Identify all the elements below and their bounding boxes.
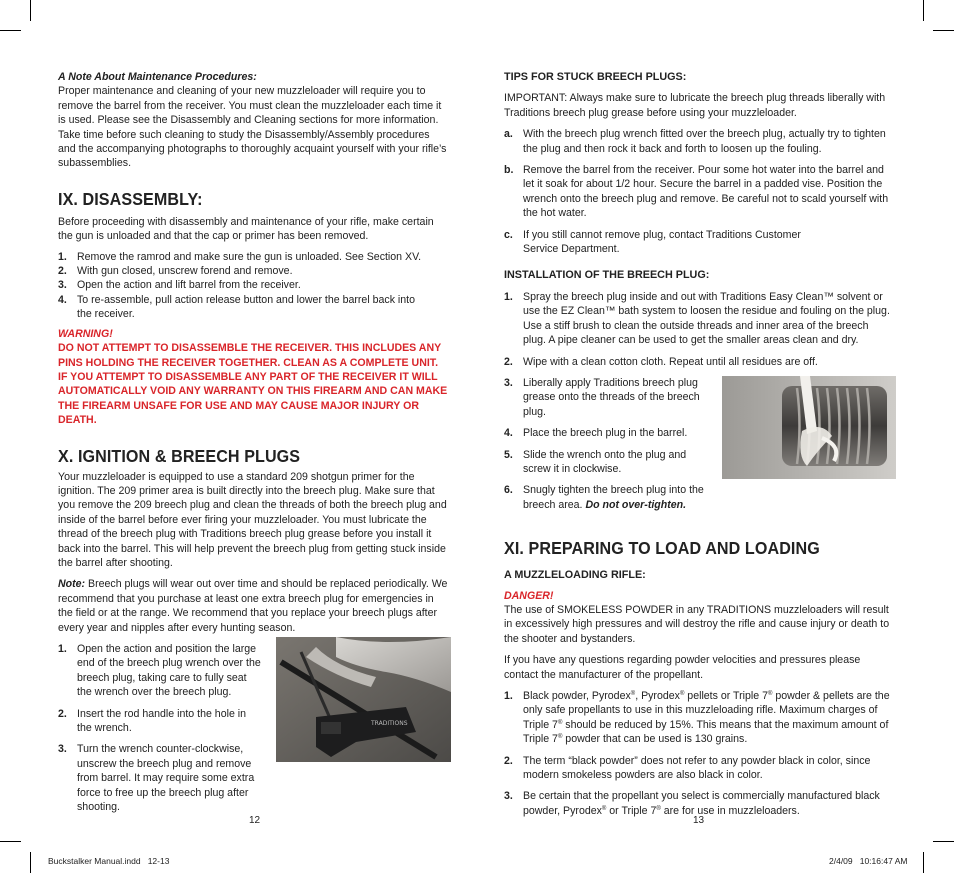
ignition-note: Note: Breech plugs will wear out over time and should be replaced periodically. We recommend that you purchase at least one extra breech plug for emergencies in the field or at the range. We recommend that you replace your breech plugs after every year and nipples after every hunting season.	[58, 578, 448, 634]
danger-title: DANGER!	[504, 589, 554, 602]
list-item: 1. Black powder, Pyrodex®, Pyrodex® pellets or Triple 7® powder & pellets are the only safe propellants to use in this muzzleloading rifle. Maximum charges of Triple 7® should be reduced by 15%. This means that the maximum amount of Triple 7® powder that can be used is 130 grains.	[504, 690, 890, 746]
rifle-heading: A MUZZLELOADING RIFLE:	[504, 569, 646, 582]
ignition-steps	[58, 642, 263, 814]
loading-steps	[504, 689, 894, 818]
tips-steps	[504, 127, 894, 256]
ignition-body: Your muzzleloader is equipped to use a standard 209 shotgun primer for the ignition. The 209 primer area is built directly into the breech plug. Make sure that you remove the 209 breech plug and clean the threads of both the breech plug and inside of the barrel before ever firing your muzzleloader. You must lubricate the thread of the breech plug with Traditions breech plug grease before you install it back into the barrel. This will help prevent the breech plug from getting stuck inside the barrel after shooting.	[58, 470, 447, 569]
list-item: 1. Spray the breech plug inside and out with Traditions Easy Clean™ solvent or use the EZ Clean™ bath system to loosen the residue and fouling on the plug. Use a stiff brush to clean the outside threads and inner area of the breech plug. A pipe cleaner can be used to get the smaller areas clean and dry.	[504, 290, 890, 347]
crop-mark	[0, 30, 21, 31]
list-item: 2. With gun closed, unscrew forend and remove.	[58, 265, 293, 278]
list-item: 1. Remove the ramrod and make sure the gun is unloaded. See Section XV.	[58, 250, 422, 263]
wrench-label: TRADITIONS	[371, 720, 408, 727]
list-item: 5. Slide the wrench onto the plug and screw it in clockwise.	[504, 448, 687, 475]
crop-mark	[923, 0, 924, 21]
disassembly-heading: IX. DISASSEMBLY:	[58, 188, 203, 209]
disassembly-steps	[58, 250, 450, 322]
tips-intro: IMPORTANT: Always make sure to lubricate the breech plug threads liberally with Traditions breech plug grease before using your muzzleloader.	[504, 92, 886, 119]
breech-plug-grease-image	[722, 376, 896, 479]
list-item: 2. Wipe with a clean cotton cloth. Repeat until all residues are off.	[504, 355, 818, 368]
tips-heading: TIPS FOR STUCK BREECH PLUGS:	[504, 71, 687, 83]
list-item: 4. Place the breech plug in the barrel.	[504, 427, 688, 440]
crop-mark	[933, 841, 954, 842]
list-item: 3. Open the action and lift barrel from the receiver.	[58, 279, 301, 292]
disassembly-intro: Before proceeding with disassembly and maintenance of your rifle, make certain the gun is unloaded and that the cap or primer has been removed.	[58, 215, 434, 243]
maintenance-body: Proper maintenance and cleaning of your new muzzleloader will require you to remove the barrel from the receiver. You must clean the muzzleloader each time it is used. Please see the Disassembly and Cleaning sections for more information. Take time before such cleaning to study the Disassembly/Assembly procedures and the accompanying photographs to thoroughly acquaint yourself with your rifle’s subassemblies.	[58, 85, 447, 170]
crop-mark	[30, 852, 31, 873]
crop-mark	[923, 852, 924, 873]
list-item: 2. The term “black powder” does not refer to any powder black in color, since modern smokeless powders are also black in color.	[504, 754, 871, 782]
list-item: 2. Insert the rod handle into the hole in the wrench.	[58, 707, 247, 735]
breech-plug-wrench-photo	[276, 637, 451, 762]
questions-text: If you have any questions regarding powder velocities and pressures please contact the manufacturer of the propellant.	[504, 654, 861, 681]
danger-body: The use of SMOKELESS POWDER in any TRADITIONS muzzleloaders will result in excessively high pressures and will destroy the rifle and cause injury or death to the shooter and bystanders.	[504, 603, 890, 645]
warning-title: WARNING!	[58, 327, 113, 340]
list-item: c. If you still cannot remove plug, contact Traditions Customer Service Department.	[504, 228, 801, 256]
list-item: 3. Turn the wrench counter-clockwise, unscrew the breech plug and remove from barrel. It may require some extra force to free up the breech plug after shooting.	[58, 743, 255, 814]
page-number: 13	[693, 815, 705, 826]
install-heading: INSTALLATION OF THE BREECH PLUG:	[504, 269, 710, 282]
crop-mark	[933, 30, 954, 31]
list-item: 4. To re-assemble, pull action release button and lower the barrel back into the receiver.	[58, 293, 416, 321]
list-item: 3. Liberally apply Traditions breech plug grease onto the threads of the breech plug.	[504, 376, 700, 418]
crop-mark	[30, 0, 31, 21]
maintenance-title: A Note About Maintenance Procedures:	[58, 71, 257, 83]
loading-heading: XI. PREPARING TO LOAD AND LOADING	[504, 538, 820, 559]
list-item: a. With the breech plug wrench fitted over the breech plug, actually try to tighten the plug and then rock it back and forth to loosen up the fouling.	[504, 128, 886, 155]
list-item: 3. Be certain that the propellant you select is commercially manufactured black powder, Pyrodex® or Triple 7® are for use in muzzleloaders.	[504, 790, 880, 817]
breech-plug-grease-photo	[722, 376, 896, 479]
ignition-heading: X. IGNITION & BREECH PLUGS	[58, 445, 301, 466]
breech-plug-wrench-image	[276, 637, 451, 762]
crop-mark	[0, 841, 21, 842]
list-item: b. Remove the barrel from the receiver. Pour some hot water into the barrel and let it soak for about 1/2 hour. Secure the barrel in a padded vise. Position the wrench onto the breech plug and remove. Be careful not to scald yourself with the hot water.	[504, 164, 889, 220]
list-item: 6. Snugly tighten the breech plug into the breech area. Do not over-tighten.	[504, 484, 704, 511]
warning-body: DO NOT ATTEMPT TO DISASSEMBLE THE RECEIVER. THIS INCLUDES ANY PINS HOLDING THE RECEIVER TOGETHER. CLEAN AS A COMPLETE UNIT. IF YOU ATTEMPT TO DISASSEMBLE ANY PART OF THE RECEIVER IT WILL AUTOMATICALLY VOID ANY WARRANTY ON THIS FIREARM AND CAN MAKE THE FIREARM UNSAFE FOR USE AND MAY CAUSE MAJOR INJURY OR DEATH.	[58, 342, 448, 427]
page-number: 12	[249, 815, 261, 826]
list-item: 1. Open the action and position the large end of the breech plug wrench over the breech plug, taking care to fully seat the wrench over the breech plug.	[58, 643, 261, 699]
timestamp-slug: 2/4/09 10:16:47 AM	[829, 856, 908, 866]
file-slug: Buckstalker Manual.indd 12-13	[48, 856, 170, 866]
